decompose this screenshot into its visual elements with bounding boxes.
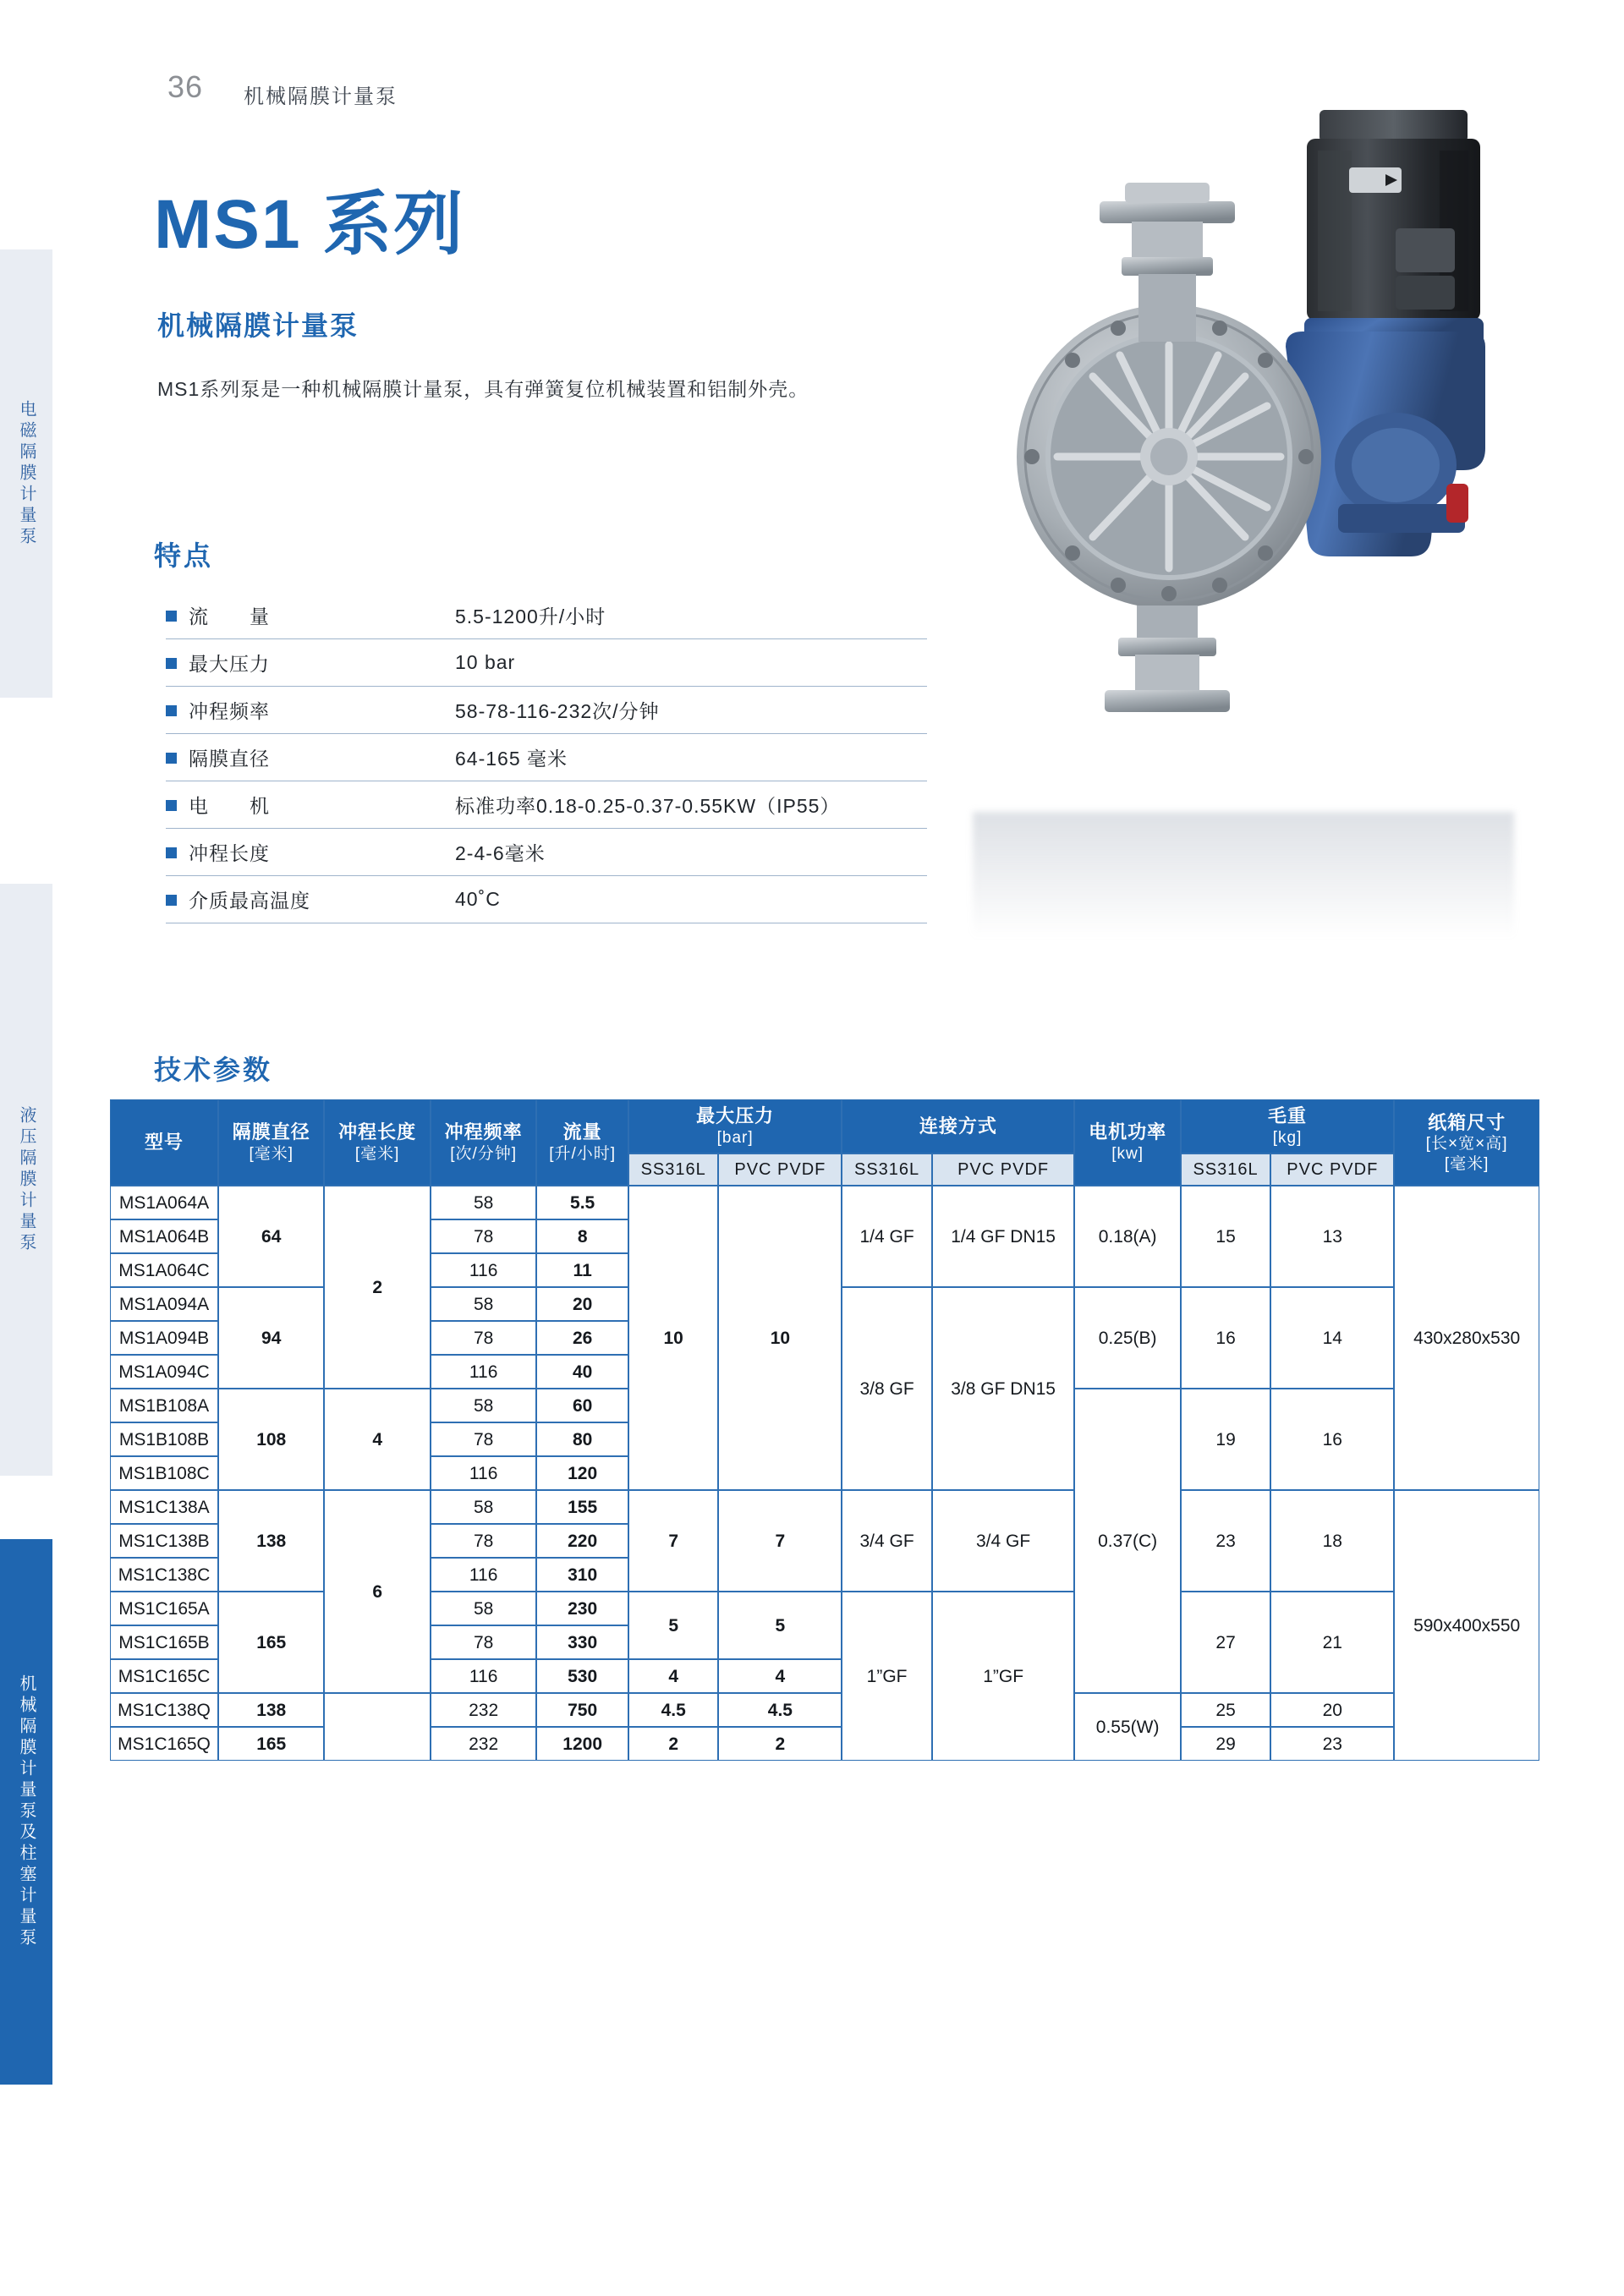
- cell-pressure-ss: 4.5: [628, 1693, 718, 1727]
- feature-label: 流 量: [189, 606, 270, 627]
- cell-conn-pvc: 1”GF: [932, 1592, 1075, 1761]
- cell-weight-ss: 29: [1181, 1727, 1270, 1761]
- side-tab-label: 机械隔膜计量泵及柱塞计量泵: [17, 1674, 36, 1949]
- th-flow-label: 流量: [562, 1121, 602, 1143]
- th-stroke-freq-label: 冲程频率: [444, 1121, 523, 1143]
- page-category: 机械隔膜计量泵: [244, 85, 398, 108]
- cell-weight-ss: 16: [1181, 1287, 1270, 1389]
- cell-stroke-freq: 58: [431, 1592, 536, 1625]
- cell-flow: 1200: [536, 1727, 628, 1761]
- cell-pressure-pvc: 2: [718, 1727, 842, 1761]
- cell-stroke-freq: 232: [431, 1727, 536, 1761]
- motor-assembly: [1304, 110, 1484, 352]
- page-subtitle: 机械隔膜计量泵: [157, 310, 359, 341]
- cell-weight-pvc: 14: [1270, 1287, 1394, 1389]
- cell-conn-pvc: 1/4 GF DN15: [932, 1186, 1075, 1287]
- th-weight-pvc: PVC PVDF: [1270, 1153, 1394, 1186]
- cell-model: MS1C165C: [110, 1659, 218, 1693]
- cell-stroke-freq: 78: [431, 1625, 536, 1659]
- cell-diaphragm: 165: [218, 1727, 324, 1761]
- cell-weight-ss: 15: [1181, 1186, 1270, 1287]
- cell-pressure-ss: 10: [628, 1186, 718, 1490]
- feature-row: [166, 734, 927, 781]
- cell-weight-pvc: 16: [1270, 1389, 1394, 1490]
- cell-motor-power: 0.55(W): [1074, 1693, 1180, 1761]
- feature-value: 5.5-1200升/小时: [445, 592, 927, 639]
- cell-conn-pvc: 3/4 GF: [932, 1490, 1075, 1592]
- cell-flow: 20: [536, 1287, 628, 1321]
- cell-weight-pvc: 13: [1270, 1186, 1394, 1287]
- features-heading: 特点: [154, 540, 214, 571]
- cell-model: MS1A064A: [110, 1186, 218, 1219]
- cell-stroke-freq: 232: [431, 1693, 536, 1727]
- cell-flow: 310: [536, 1558, 628, 1592]
- cell-conn-ss: 3/4 GF: [842, 1490, 931, 1592]
- cell-flow: 8: [536, 1219, 628, 1253]
- cell-pressure-ss: 2: [628, 1727, 718, 1761]
- cell-pressure-pvc: 7: [718, 1490, 842, 1592]
- cell-stroke-freq: 78: [431, 1219, 536, 1253]
- feature-label: 最大压力: [189, 653, 270, 675]
- cell-pressure-pvc: 5: [718, 1592, 842, 1659]
- feature-label-cell: [166, 734, 445, 781]
- cell-stroke-length: 4: [324, 1389, 430, 1490]
- cell-pressure-ss: 4: [628, 1659, 718, 1693]
- table-row: [110, 1186, 1539, 1219]
- th-carton-unit2: [毫米]: [1444, 1154, 1490, 1173]
- cell-motor-power: 0.25(B): [1074, 1287, 1180, 1389]
- cell-carton-size: 430x280x530: [1394, 1186, 1539, 1490]
- cell-motor-power: 0.37(C): [1074, 1389, 1180, 1693]
- feature-label-cell: [166, 687, 445, 734]
- side-tab-hydraulic[interactable]: [0, 884, 52, 1476]
- cell-flow: 5.5: [536, 1186, 628, 1219]
- th-diaphragm-unit: [毫米]: [249, 1145, 294, 1164]
- intro-paragraph: MS1系列泵是一种机械隔膜计量泵，具有弹簧复位机械装置和铝制外壳。: [157, 378, 809, 400]
- cell-diaphragm: 94: [218, 1287, 324, 1389]
- cell-stroke-length: 6: [324, 1490, 430, 1693]
- feature-label: 电 机: [189, 795, 270, 817]
- cell-stroke-freq: 58: [431, 1287, 536, 1321]
- discharge-flange: [1105, 606, 1230, 712]
- cell-motor-power: 0.18(A): [1074, 1186, 1180, 1287]
- th-stroke-freq-unit: [次/分钟]: [450, 1145, 518, 1164]
- cell-weight-ss: 19: [1181, 1389, 1270, 1490]
- cell-model: MS1A094B: [110, 1321, 218, 1355]
- th-flow-unit: [升/小时]: [549, 1145, 617, 1164]
- cell-stroke-freq: 116: [431, 1456, 536, 1490]
- cell-stroke-length: [324, 1693, 430, 1761]
- feature-row: [166, 829, 927, 876]
- feature-value: 58-78-116-232次/分钟: [445, 687, 927, 734]
- th-motor-power-label: 电机功率: [1089, 1121, 1167, 1143]
- side-tab-mechanical[interactable]: [0, 1539, 52, 2085]
- feature-label-cell: [166, 829, 445, 876]
- cell-flow: 330: [536, 1625, 628, 1659]
- th-conn-pvc: PVC PVDF: [932, 1153, 1075, 1186]
- th-carton-label: 纸箱尺寸: [1428, 1111, 1506, 1133]
- cell-flow: 60: [536, 1389, 628, 1422]
- cell-model: MS1A094A: [110, 1287, 218, 1321]
- feature-label: 冲程频率: [189, 700, 270, 722]
- cell-diaphragm: 138: [218, 1693, 324, 1727]
- square-bullet-icon: [166, 800, 177, 811]
- cell-model: MS1A064C: [110, 1253, 218, 1287]
- cell-flow: 40: [536, 1355, 628, 1389]
- square-bullet-icon: [166, 611, 177, 622]
- th-pressure-ss: SS316L: [628, 1153, 718, 1186]
- th-weight-ss: SS316L: [1181, 1153, 1270, 1186]
- feature-row: [166, 876, 927, 923]
- feature-value: 10 bar: [445, 639, 927, 687]
- cell-flow: 750: [536, 1693, 628, 1727]
- tech-params-heading: 技术参数: [154, 1055, 273, 1085]
- cell-model: MS1C138B: [110, 1524, 218, 1558]
- square-bullet-icon: [166, 847, 177, 858]
- cell-flow: 80: [536, 1422, 628, 1456]
- cell-stroke-freq: 116: [431, 1558, 536, 1592]
- cell-stroke-freq: 116: [431, 1355, 536, 1389]
- feature-value: 2-4-6毫米: [445, 829, 927, 876]
- cell-model: MS1C138C: [110, 1558, 218, 1592]
- th-connection: 连接方式: [842, 1099, 1074, 1153]
- th-conn-ss: SS316L: [842, 1153, 931, 1186]
- side-tab-electromagnetic[interactable]: [0, 249, 52, 698]
- th-motor-power-unit: [kw]: [1111, 1145, 1144, 1164]
- cell-model: MS1C165A: [110, 1592, 218, 1625]
- cell-pressure-pvc: 10: [718, 1186, 842, 1490]
- feature-row: [166, 687, 927, 734]
- th-carton-unit1: [长×宽×高]: [1425, 1135, 1508, 1153]
- cell-model: MS1B108A: [110, 1389, 218, 1422]
- side-tab-label: 电磁隔膜计量泵: [17, 399, 36, 548]
- cell-stroke-freq: 116: [431, 1659, 536, 1693]
- feature-label-cell: [166, 781, 445, 829]
- square-bullet-icon: [166, 753, 177, 764]
- cell-diaphragm: 138: [218, 1490, 324, 1592]
- feature-row: [166, 639, 927, 687]
- square-bullet-icon: [166, 658, 177, 669]
- cell-stroke-length: 2: [324, 1186, 430, 1389]
- cell-conn-ss: 1”GF: [842, 1592, 931, 1761]
- cell-conn-ss: 1/4 GF: [842, 1186, 931, 1287]
- features-table: [166, 592, 927, 923]
- cell-flow: 530: [536, 1659, 628, 1693]
- th-motor-power: [1074, 1099, 1180, 1186]
- cell-stroke-freq: 78: [431, 1524, 536, 1558]
- th-stroke-length: [324, 1099, 430, 1186]
- cell-stroke-freq: 78: [431, 1321, 536, 1355]
- cell-pressure-ss: 7: [628, 1490, 718, 1592]
- cell-conn-pvc: 3/8 GF DN15: [932, 1287, 1075, 1490]
- cell-model: MS1B108B: [110, 1422, 218, 1456]
- cell-conn-ss: 3/8 GF: [842, 1287, 931, 1490]
- side-tab-strip: [0, 0, 52, 2296]
- specifications-body: [110, 1186, 1539, 1761]
- cell-model: MS1C138Q: [110, 1693, 218, 1727]
- cell-weight-pvc: 20: [1270, 1693, 1394, 1727]
- th-gross-weight: [1181, 1099, 1394, 1153]
- cell-model: MS1A094C: [110, 1355, 218, 1389]
- feature-value: 40˚C: [445, 876, 927, 923]
- cell-model: MS1A064B: [110, 1219, 218, 1253]
- feature-label: 介质最高温度: [189, 890, 310, 912]
- th-carton-size: [1394, 1099, 1539, 1186]
- cell-flow: 26: [536, 1321, 628, 1355]
- feature-row: [166, 781, 927, 829]
- th-diaphragm: [218, 1099, 324, 1186]
- square-bullet-icon: [166, 705, 177, 716]
- page-number: 36: [167, 69, 204, 104]
- cell-pressure-ss: 5: [628, 1592, 718, 1659]
- cell-flow: 155: [536, 1490, 628, 1524]
- th-pressure-pvc: PVC PVDF: [718, 1153, 842, 1186]
- th-stroke-length-label: 冲程长度: [338, 1121, 417, 1143]
- cell-diaphragm: 108: [218, 1389, 324, 1490]
- specifications-table: [110, 1099, 1539, 1761]
- feature-value: 标准功率0.18-0.25-0.37-0.55KW（IP55）: [445, 781, 927, 829]
- side-tab-label: 液压隔膜计量泵: [17, 1105, 36, 1254]
- page-title: MS1 系列: [154, 186, 465, 263]
- cell-model: MS1B108C: [110, 1456, 218, 1490]
- cell-weight-pvc: 21: [1270, 1592, 1394, 1693]
- feature-label-cell: [166, 876, 445, 923]
- cell-stroke-freq: 58: [431, 1389, 536, 1422]
- feature-value: 64-165 毫米: [445, 734, 927, 781]
- cell-model: MS1C138A: [110, 1490, 218, 1524]
- product-photo-ms1-pump: [922, 101, 1590, 913]
- cell-flow: 11: [536, 1253, 628, 1287]
- square-bullet-icon: [166, 895, 177, 906]
- cell-diaphragm: 64: [218, 1186, 324, 1287]
- th-diaphragm-label: 隔膜直径: [232, 1121, 310, 1143]
- cell-pressure-pvc: 4: [718, 1659, 842, 1693]
- feature-label: 隔膜直径: [189, 748, 270, 770]
- th-max-pressure: [628, 1099, 842, 1153]
- cell-model: MS1C165Q: [110, 1727, 218, 1761]
- feature-label-cell: [166, 639, 445, 687]
- th-gross-weight-label: 毛重: [1268, 1105, 1308, 1126]
- cell-flow: 230: [536, 1592, 628, 1625]
- th-max-pressure-unit: [bar]: [716, 1128, 754, 1147]
- th-max-pressure-label: 最大压力: [696, 1105, 775, 1126]
- cell-stroke-freq: 116: [431, 1253, 536, 1287]
- cell-diaphragm: 165: [218, 1592, 324, 1693]
- cell-stroke-freq: 78: [431, 1422, 536, 1456]
- th-model: 型号: [110, 1099, 218, 1186]
- feature-row: [166, 592, 927, 639]
- cell-model: MS1C165B: [110, 1625, 218, 1659]
- cell-carton-size: 590x400x550: [1394, 1490, 1539, 1761]
- cell-stroke-freq: 58: [431, 1490, 536, 1524]
- pump-head: [1017, 304, 1321, 609]
- cell-weight-pvc: 23: [1270, 1727, 1394, 1761]
- cell-flow: 120: [536, 1456, 628, 1490]
- cell-pressure-pvc: 4.5: [718, 1693, 842, 1727]
- th-flow: [536, 1099, 628, 1186]
- cell-weight-ss: 25: [1181, 1693, 1270, 1727]
- cell-weight-pvc: 18: [1270, 1490, 1394, 1592]
- cell-weight-ss: 27: [1181, 1592, 1270, 1693]
- th-gross-weight-unit: [kg]: [1272, 1128, 1303, 1147]
- feature-label: 冲程长度: [189, 842, 270, 864]
- cell-flow: 220: [536, 1524, 628, 1558]
- th-stroke-freq: [431, 1099, 536, 1186]
- feature-label-cell: [166, 592, 445, 639]
- table-row: [110, 1693, 1539, 1727]
- cell-stroke-freq: 58: [431, 1186, 536, 1219]
- cell-weight-ss: 23: [1181, 1490, 1270, 1592]
- th-stroke-length-unit: [毫米]: [354, 1145, 400, 1164]
- table-row: [110, 1490, 1539, 1524]
